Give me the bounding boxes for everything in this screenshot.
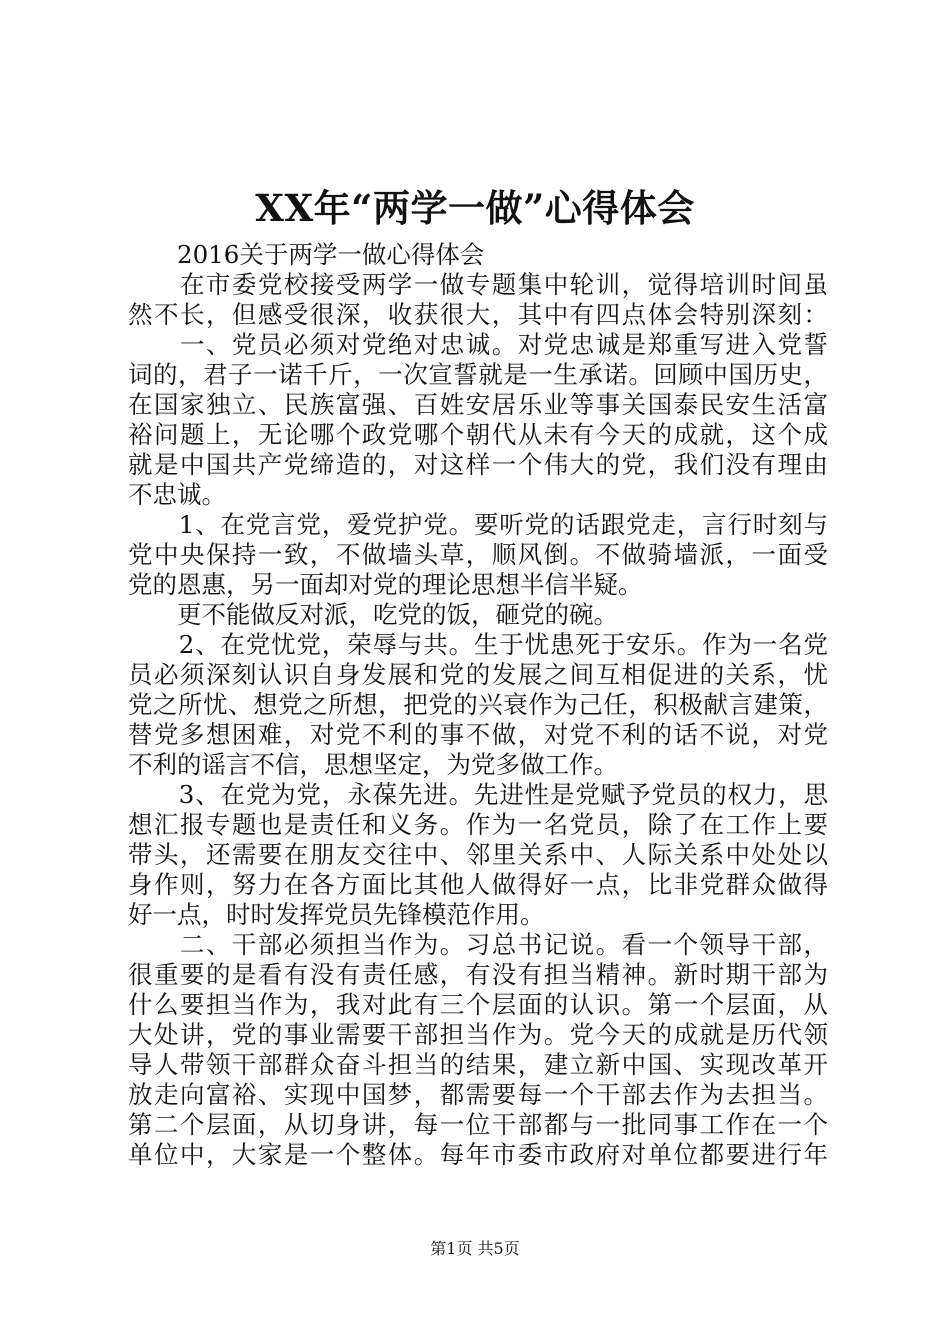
text-line: 一、党员必须对党绝对忠诚。对党忠诚是郑重写进入党誓: [128, 330, 828, 359]
text-line: 更不能做反对派，吃党的饭，砸党的碗。: [128, 600, 618, 629]
text-line: 第二个层面，从切身讲，每一位干部都与一批同事工作在一个: [128, 1110, 828, 1139]
text-line: 二、干部必须担当作为。习总书记说。看一个领导干部，: [128, 930, 828, 959]
page-footer: 第1页 共5页: [430, 1239, 520, 1258]
text-line: 然不长，但感受很深，收获很大，其中有四点体会特别深刻：: [128, 300, 828, 329]
text-line: 很重要的是看有没有责任感，有没有担当精神。新时期干部为: [128, 960, 828, 989]
text-line: 党的恩惠，另一面却对党的理论思想半信半疑。: [128, 570, 643, 599]
text-line: 替党多想困难，对党不利的事不做，对党不利的话不说，对党: [128, 720, 828, 749]
text-line: 好一点，时时发挥党员先锋模范作用。: [128, 900, 545, 929]
text-line: 带头，还需要在朋友交往中、邻里关系中、人际关系中处处以: [128, 840, 828, 869]
text-line: 想汇报专题也是责任和义务。作为一名党员，除了在工作上要: [128, 810, 828, 839]
text-line: 员必须深刻认识自身发展和党的发展之间互相促进的关系，忧: [128, 660, 828, 689]
text-line: 放走向富裕、实现中国梦，都需要每一个干部去作为去担当。: [128, 1080, 828, 1109]
text-line: 不利的谣言不信，思想坚定，为党多做工作。: [128, 750, 618, 779]
document-body: [128, 240, 828, 1170]
text-line: 在国家独立、民族富强、百姓安居乐业等事关国泰民安生活富: [128, 390, 828, 419]
text-line: 导人带领干部群众奋斗担当的结果，建立新中国、实现改革开: [128, 1050, 828, 1079]
text-line: 身作则，努力在各方面比其他人做得好一点，比非党群众做得: [128, 870, 828, 899]
text-line: 就是中国共产党缔造的，对这样一个伟大的党，我们没有理由: [128, 450, 828, 479]
text-line: 什么要担当作为，我对此有三个层面的认识。第一个层面，从: [128, 990, 828, 1019]
document-title: XX年“两学一做”心得体会: [255, 186, 695, 230]
text-line: 裕问题上，无论哪个政党哪个朝代从未有今天的成就，这个成: [128, 420, 828, 449]
text-line: 大处讲，党的事业需要干部担当作为。党今天的成就是历代领: [128, 1020, 828, 1049]
text-line: 1、在党言党，爱党护党。要听党的话跟党走，言行时刻与: [128, 510, 828, 539]
text-line: 党中央保持一致，不做墙头草，顺风倒。不做骑墙派，一面受: [128, 540, 828, 569]
text-line: 不忠诚。: [128, 480, 226, 509]
text-line: 单位中，大家是一个整体。每年市委市政府对单位都要进行年: [128, 1140, 828, 1169]
text-line: 3、在党为党，永葆先进。先进性是党赋予党员的权力，思: [128, 780, 828, 809]
text-line: 2、在党忧党，荣辱与共。生于忧患死于安乐。作为一名党: [128, 630, 828, 659]
text-line: 党之所忧、想党之所想，把党的兴衰作为己任，积极献言建策，: [128, 690, 828, 719]
text-line: 在市委党校接受两学一做专题集中轮训，觉得培训时间虽: [128, 270, 828, 299]
text-line: 2016关于两学一做心得体会: [128, 240, 485, 269]
text-line: 词的，君子一诺千斤，一次宣誓就是一生承诺。回顾中国历史，: [128, 360, 828, 389]
